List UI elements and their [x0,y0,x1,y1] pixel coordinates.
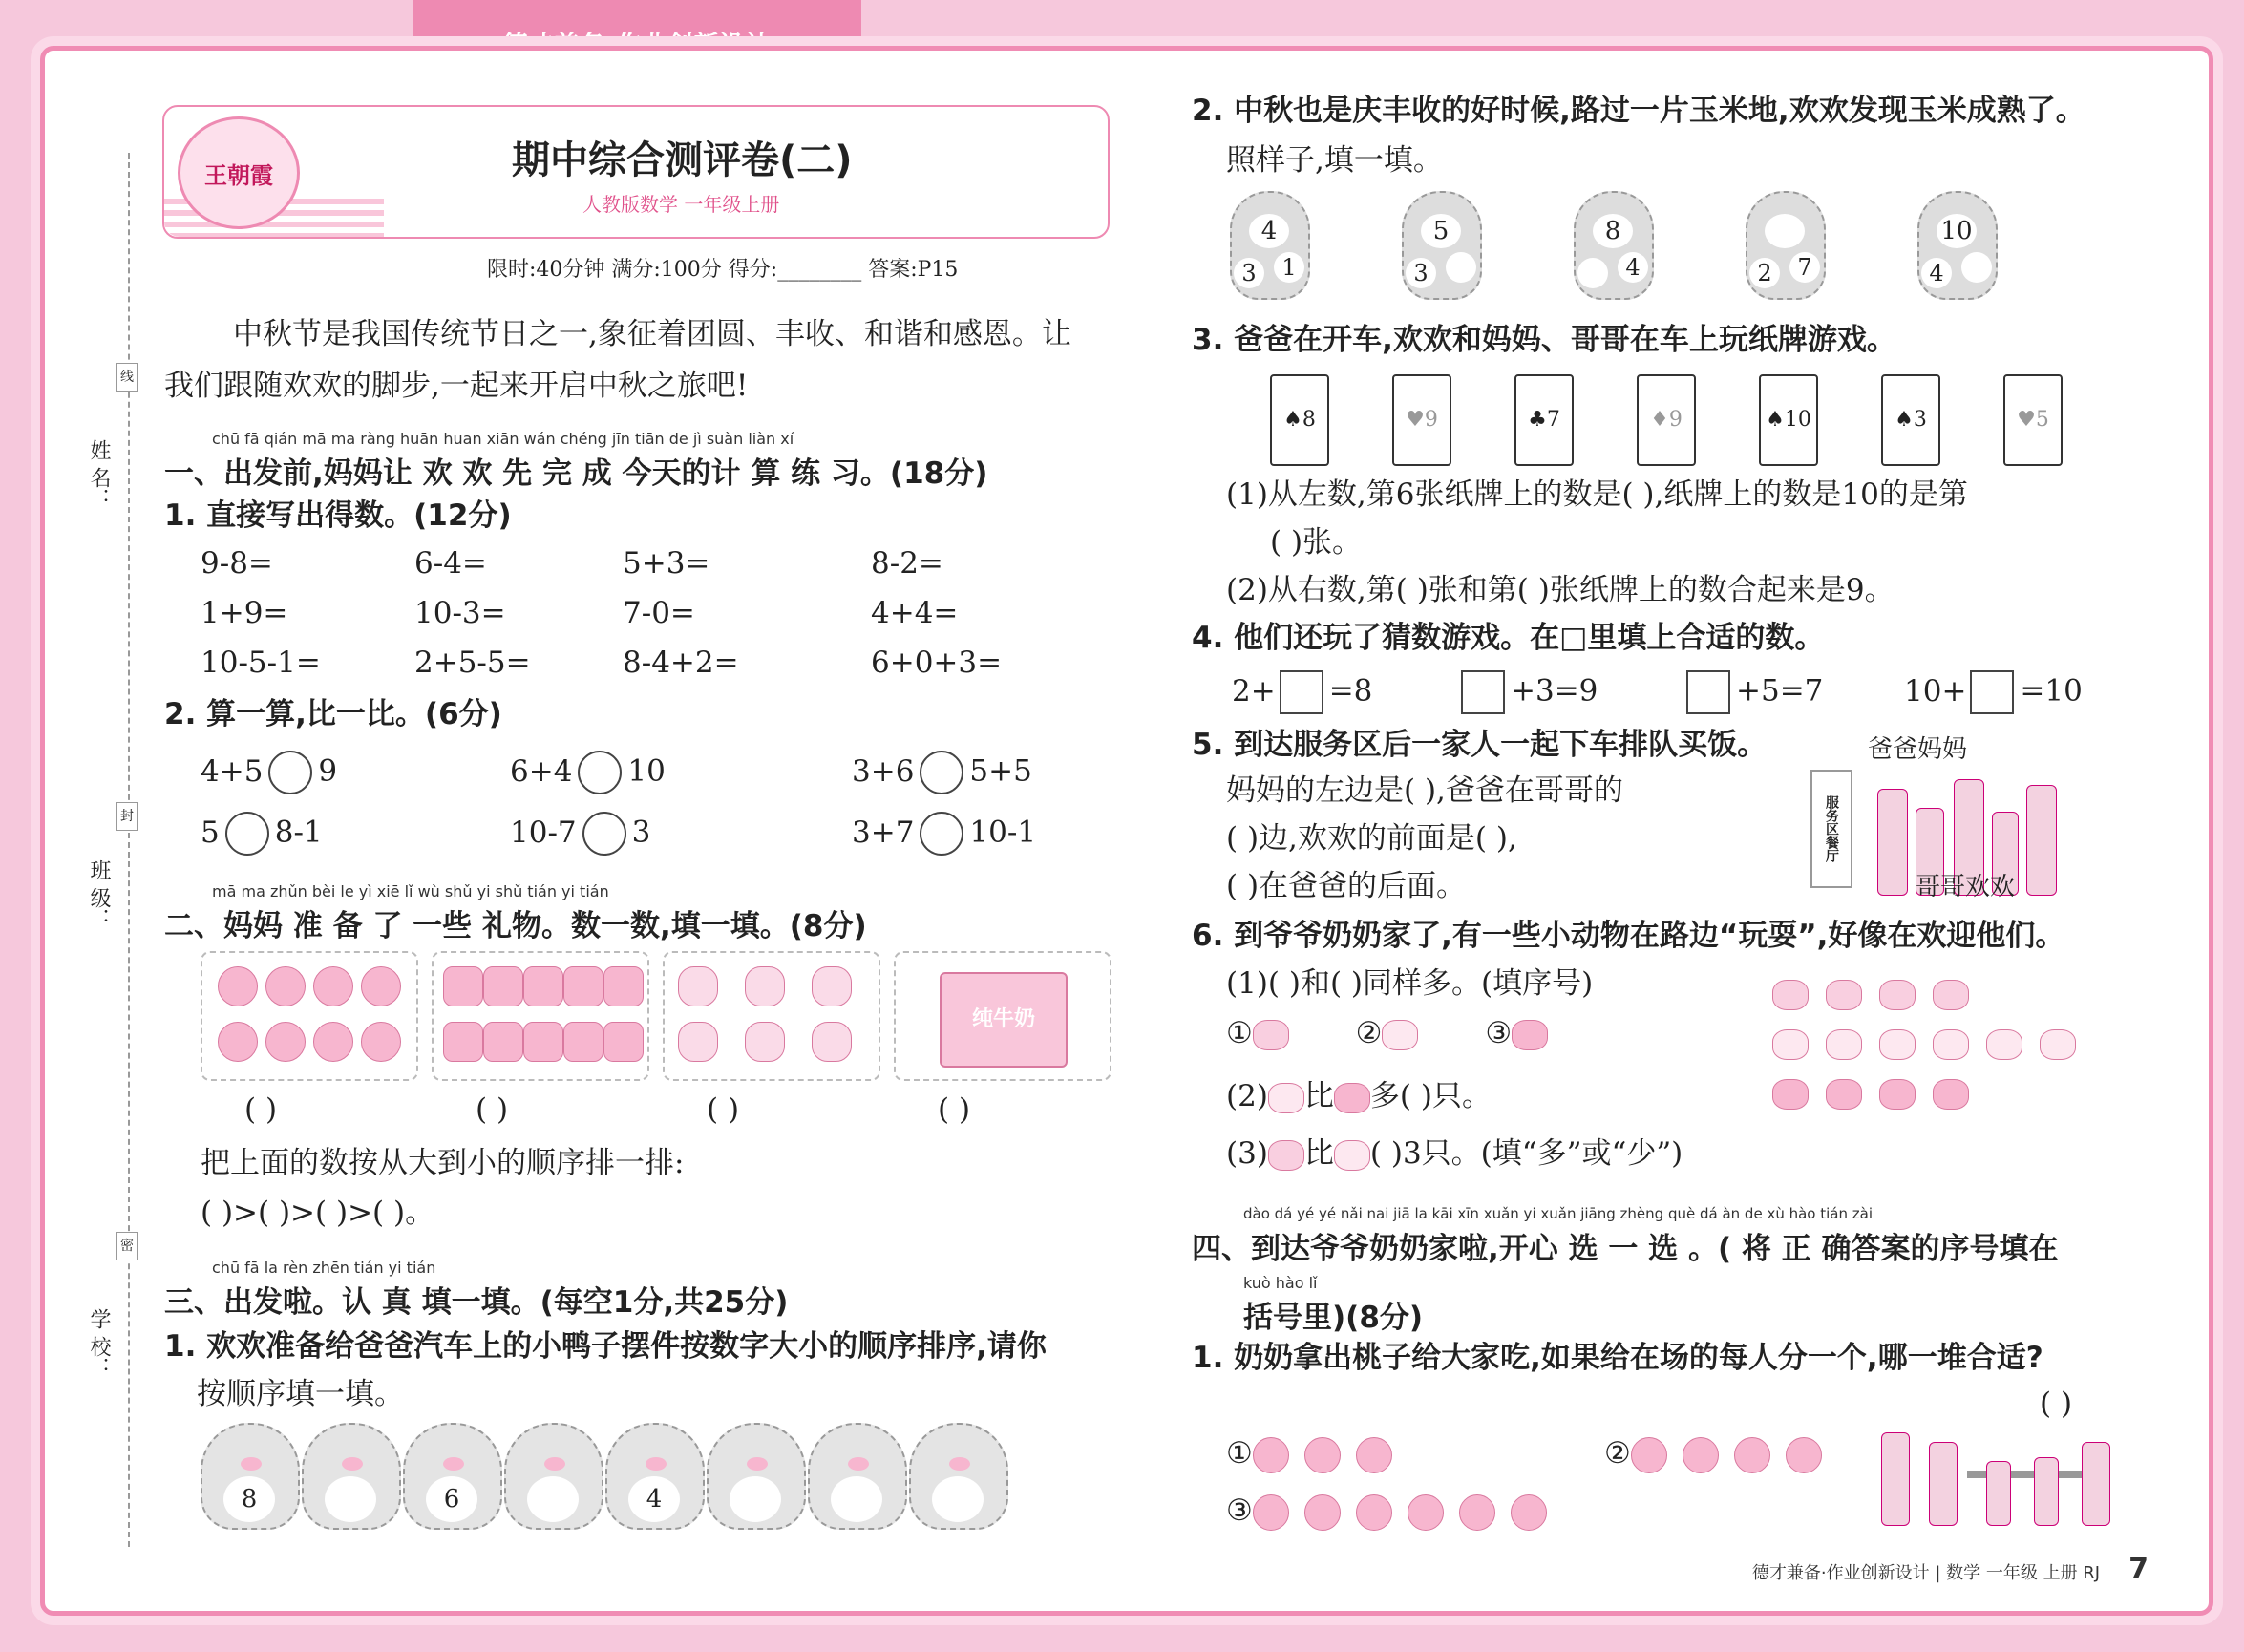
dog-icon [1253,1020,1289,1050]
duck-number[interactable]: 6 [426,1476,477,1522]
corn-top-number[interactable] [1765,214,1805,248]
compare-right: 8-1 [274,815,323,850]
family-table-illustration [1872,1423,2139,1528]
dog-icon [1879,980,1916,1010]
sec4-title: 四、到达爷爷奶奶家啦,开心 选 一 选 。( 将 正 确答案的序号填在 [1192,1232,2059,1266]
side-mi-label: 密 [116,1232,138,1260]
corn-left-number[interactable]: 3 [1234,258,1264,288]
equation: 8-2= [871,546,943,581]
cat-sitting-icon [1826,1079,1862,1110]
mooncake [443,1022,483,1062]
q3-title: 3. 爸爸在开车,欢欢和妈妈、哥哥在车上玩纸牌游戏。 [1192,323,1896,357]
corn-top-number[interactable]: 10 [1937,214,1977,248]
q2-line1: 2. 中秋也是庆丰收的好时候,路过一片玉米地,欢欢发现玉米成熟了。 [1192,94,2085,128]
sec4-q1: 1. 奶奶拿出桃子给大家吃,如果给在场的每人分一个,哪一堆合适? [1192,1341,2043,1375]
duck-beak [646,1457,667,1471]
compare-right: 5+5 [969,753,1032,789]
sec1-q1: 1. 直接写出得数。(12分) [164,498,512,533]
sec3-title: 三、出发啦。认 真 填一填。(每空1分,共25分) [164,1285,789,1320]
compare-left: 10-7 [510,815,577,850]
peach-icon [1356,1437,1392,1473]
side-line-label: 线 [116,363,138,392]
q6-2-suffix: 多( )只。 [1369,1079,1492,1113]
family-label-top: 爸爸妈妈 [1868,735,1968,764]
duck-beak [544,1457,565,1471]
playing-card: ♣7 [1514,374,1574,466]
compare-circle[interactable] [268,751,312,794]
answer-paren-4[interactable]: ( ) [938,1092,971,1127]
q5-line3: ( )在爸爸的后面。 [1226,869,1467,903]
playing-card: ♠10 [1759,374,1818,466]
sec2-pinyin: mā ma zhǔn bèi le yì xiē lǐ wù shǔ yi shǔ tián yi tián [212,882,609,900]
side-school-label: 学 校： [87,1308,111,1378]
cat-sitting-icon [1933,1079,1969,1110]
corn-right-number[interactable] [1446,252,1476,283]
page-number: 7 [2128,1553,2149,1586]
q6-2 [1226,1079,1492,1114]
option-3-label: ③ [1485,1016,1513,1050]
cat-sitting-icon [1334,1083,1370,1113]
gift-box-apples [201,951,418,1081]
cat-sitting-icon [1772,1079,1809,1110]
q3-2: (2)从右数,第( )张和第( )张纸牌上的数合起来是9。 [1226,573,1895,607]
fill-box-equation [1457,670,1598,714]
answer-box[interactable] [1280,670,1323,714]
duck-beak [848,1457,869,1471]
footer-text: 德才兼备·作业创新设计 | 数学 一年级 上册 RJ [1751,1563,2101,1583]
q6-3-compare: 比 [1303,1136,1334,1171]
duck-number[interactable] [325,1476,376,1522]
option-1-label: ① [1226,1016,1253,1050]
person [1877,789,1908,896]
compare-left: 3+7 [852,815,915,850]
duck-figure [403,1423,502,1530]
cat-lying-icon [1268,1083,1304,1113]
apple [313,1022,353,1062]
compare-item [201,812,323,856]
duck-beak [443,1457,464,1471]
milk-carton: 纯牛奶 [940,972,1068,1068]
equation: 4+4= [871,596,959,630]
playing-card: ♠8 [1270,374,1329,466]
corn-top-number[interactable]: 4 [1249,214,1289,248]
order-answer-row[interactable]: ( )>( )>( )>( )。 [201,1196,435,1230]
sec1-pinyin: chū fā qián mā ma ràng huān huan xiān wán chéng jīn tiān de jì suàn liàn xí [212,430,794,448]
compare-right: 3 [631,815,651,850]
fill-box-equation [1232,670,1372,714]
corn-figure [1574,191,1654,300]
peach-icon [1511,1494,1547,1531]
cat-lying-icon [1826,1029,1862,1060]
duck-number[interactable]: 8 [223,1476,275,1522]
page-subtitle: 人教版数学 一年级上册 [582,193,780,216]
peach-icon [1253,1437,1289,1473]
compare-circle[interactable] [225,812,269,856]
q6-title: 6. 到爷爷奶奶家了,有一些小动物在路边“玩耍”,好像在欢迎他们。 [1192,919,2065,953]
apple [313,966,353,1006]
crab [812,1022,852,1062]
fill-box-equation [1904,670,2083,714]
mooncake [483,966,523,1006]
sec4-q1-answer[interactable]: ( ) [2040,1387,2073,1421]
equation: 6+0+3= [871,646,1003,680]
compare-right: 9 [318,753,338,789]
corn-left-number[interactable]: 2 [1749,258,1780,288]
compare-left: 3+6 [852,753,915,789]
mooncake [603,966,644,1006]
compare-item [510,751,666,794]
cat-lying-icon [2040,1029,2076,1060]
duck-number[interactable]: 4 [628,1476,680,1522]
q6-1: (1)( )和( )同样多。(填序号) [1226,966,1594,1001]
equation: 10-3= [414,596,506,630]
equation: 10-5-1= [201,646,321,680]
compare-circle[interactable] [920,812,963,856]
cat-lying-icon [1986,1029,2022,1060]
restaurant-sign: 服务区餐厅 [1810,770,1852,888]
peach-pile-2 [1604,1436,1837,1473]
duck-figure [201,1423,300,1530]
duck-beak [342,1457,363,1471]
duck-beak [241,1457,262,1471]
mooncake [443,966,483,1006]
crab [745,966,785,1006]
gift-box-milk [894,951,1111,1081]
apple [265,966,306,1006]
family-label-bottom: 哥哥欢欢 [1916,873,2016,901]
pile-2-label: ② [1604,1436,1631,1471]
duck-beak [747,1457,768,1471]
equation-prefix: 2+ [1232,673,1276,709]
page-title: 期中综合测评卷(二) [512,138,853,182]
duck-figure [808,1423,907,1530]
compare-right: 10-1 [969,815,1037,850]
duck-number[interactable] [527,1476,579,1522]
answer-box[interactable] [1461,670,1505,714]
corn-right-number[interactable]: 7 [1789,252,1820,283]
sec4-title-2: 括号里)(8分) [1243,1301,1424,1335]
mooncake [523,966,563,1006]
crab [678,966,718,1006]
answer-box[interactable] [1686,670,1730,714]
answer-paren-1[interactable]: ( ) [244,1092,278,1127]
compare-circle[interactable] [582,812,626,856]
cat-lying-icon [1382,1020,1418,1050]
duck-figure [504,1423,603,1530]
mooncake [603,1022,644,1062]
playing-card: ♠3 [1881,374,1940,466]
intro-line-2: 我们跟随欢欢的脚步,一起来开启中秋之旅吧! [164,369,749,403]
brand-logo [178,116,300,229]
equation: 2+5-5= [414,646,531,680]
dog-icon [1933,980,1969,1010]
fill-box-equation [1683,670,1823,714]
dog-icon [1772,980,1809,1010]
mooncake [563,1022,603,1062]
equation: 1+9= [201,596,288,630]
duck-figure [605,1423,705,1530]
q6-2-compare: 比 [1303,1079,1334,1113]
equation: 6-4= [414,546,487,581]
answer-box[interactable] [1970,670,2014,714]
duck-beak [949,1457,970,1471]
duck-number[interactable] [932,1476,984,1522]
compare-left: 4+5 [201,753,264,789]
peach-icon [1304,1494,1341,1531]
q5-line2: ( )边,欢欢的前面是( ), [1226,821,1517,856]
mooncake [563,966,603,1006]
pile-1-label: ① [1226,1436,1253,1471]
animals-illustration [1772,980,2116,1123]
logo-text: 王朝霞 [204,160,273,189]
cat-lying-icon [1879,1029,1916,1060]
binding-line [128,153,130,1547]
sec4-pinyin-2: kuò hào lǐ [1243,1274,1318,1292]
peach-icon [1683,1437,1719,1473]
q6-3 [1226,1136,1683,1172]
equation: 8-4+2= [623,646,739,680]
q4-title: 4. 他们还玩了猜数游戏。在□里填上合适的数。 [1192,621,1825,655]
apple [361,1022,401,1062]
side-feng-label: 封 [116,802,138,831]
duck-number[interactable] [730,1476,781,1522]
compare-circle[interactable] [578,751,622,794]
gift-box-mooncakes [432,951,649,1081]
equation: 9-8= [201,546,273,581]
sec2-title: 二、妈妈 准 备 了 一些 礼物。数一数,填一填。(8分) [164,909,867,943]
q6-2-prefix: (2) [1226,1079,1268,1113]
peach-icon [1734,1437,1770,1473]
corn-figure [1917,191,1998,300]
playing-card: ♦9 [1637,374,1696,466]
compare-item [510,812,650,856]
q6-3-suffix: ( )3只。(填“多”或“少”) [1369,1136,1683,1171]
sec1-title: 一、出发前,妈妈让 欢 欢 先 完 成 今天的计 算 练 习。(18分) [164,456,988,491]
side-class-label: 班 级： [87,859,111,929]
cat-lying-icon [1334,1140,1370,1171]
crab [745,1022,785,1062]
corn-figure [1230,191,1310,300]
corn-top-number[interactable]: 8 [1593,214,1633,248]
duck-figure [909,1423,1008,1530]
peach-icon [1304,1437,1341,1473]
equation-prefix: 10+ [1904,673,1967,709]
playing-card: ♥9 [1392,374,1451,466]
person [1881,1432,1910,1526]
answer-paren-2[interactable]: ( ) [476,1092,509,1127]
person [2026,785,2057,896]
corn-top-number[interactable]: 5 [1421,214,1461,248]
compare-item [201,751,337,794]
playing-card: ♥5 [2003,374,2063,466]
peach-pile-1 [1226,1436,1408,1473]
peach-icon [1786,1437,1822,1473]
q2-line2: 照样子,填一填。 [1226,143,1443,178]
peach-icon [1356,1494,1392,1531]
corn-right-number[interactable]: 1 [1274,252,1304,283]
peach-pile-3 [1226,1493,1562,1531]
side-name-label: 姓 名： [87,439,111,509]
crab [678,1022,718,1062]
apple [218,966,258,1006]
order-instruction: 把上面的数按从大到小的顺序排一排: [201,1146,685,1180]
compare-circle[interactable] [920,751,963,794]
q6-options [1226,1016,1548,1051]
apple [361,966,401,1006]
sec1-q2: 2. 算一算,比一比。(6分) [164,697,502,731]
compare-left: 5 [201,815,220,850]
compare-left: 6+4 [510,753,573,789]
peach-icon [1459,1494,1495,1531]
dog-icon [1268,1140,1304,1171]
apple [218,1022,258,1062]
person [2082,1442,2110,1526]
title-box [162,105,1110,239]
person [1929,1442,1958,1526]
cat-sitting-icon [1512,1020,1548,1050]
corn-left-number[interactable] [1577,258,1608,288]
crab [812,966,852,1006]
q3-1-line1: (1)从左数,第6张纸牌上的数是( ),纸牌上的数是10的是第 [1226,477,1968,512]
sec3-pinyin: chū fā la rèn zhēn tián yi tián [212,1259,436,1277]
mooncake [523,1022,563,1062]
gift-box-crabs [663,951,880,1081]
equation-suffix: =8 [1328,673,1373,709]
q5-line1: 妈妈的左边是( ),爸爸在哥哥的 [1226,773,1623,808]
equation-suffix: =10 [2020,673,2083,709]
peach-icon [1408,1494,1444,1531]
corn-left-number[interactable]: 3 [1406,258,1436,288]
mooncake [483,1022,523,1062]
exam-meta: 限时:40分钟 满分:100分 得分:________ 答案:P15 [487,258,959,282]
equation: 5+3= [623,546,710,581]
person [2034,1457,2059,1526]
duck-figure [302,1423,401,1530]
footer [1752,1553,2149,1586]
dog-icon [1826,980,1862,1010]
compare-item [852,751,1032,794]
cat-lying-icon [1933,1029,1969,1060]
equation-suffix: +3=9 [1511,673,1598,709]
duck-figure [707,1423,806,1530]
peach-icon [1253,1494,1289,1531]
answer-paren-3[interactable]: ( ) [707,1092,740,1127]
sec3-q1-line1: 1. 欢欢准备给爸爸汽车上的小鸭子摆件按数字大小的顺序排序,请你 [164,1329,1047,1364]
cat-lying-icon [1772,1029,1809,1060]
sec4-pinyin: dào dá yé yé nǎi nai jiā la kāi xīn xuǎn yi xuǎn jiāng zhèng què dá àn de xù hào tián zài [1243,1205,1873,1222]
equation: 7-0= [623,596,695,630]
pile-3-label: ③ [1226,1493,1253,1528]
q6-3-prefix: (3) [1226,1136,1268,1171]
cat-sitting-icon [1879,1079,1916,1110]
compare-item [852,812,1036,856]
peach-icon [1631,1437,1667,1473]
q3-1-line2: ( )张。 [1270,525,1363,560]
intro-line-1: 中秋节是我国传统节日之一,象征着团圆、丰收、和谐和感恩。让 [233,317,1071,351]
apple [265,1022,306,1062]
equation-suffix: +5=7 [1736,673,1824,709]
q5-title: 5. 到达服务区后一家人一起下车排队买饭。 [1192,728,1768,762]
corn-left-number[interactable]: 4 [1921,258,1952,288]
corn-figure [1402,191,1482,300]
corn-right-number[interactable]: 4 [1618,252,1648,283]
corn-right-number[interactable] [1961,252,1992,283]
person [1986,1461,2011,1526]
duck-number[interactable] [831,1476,882,1522]
corn-figure [1746,191,1826,300]
option-2-label: ② [1355,1016,1383,1050]
compare-right: 10 [627,753,666,789]
sec3-q1-line2: 按顺序填一填。 [197,1377,404,1411]
